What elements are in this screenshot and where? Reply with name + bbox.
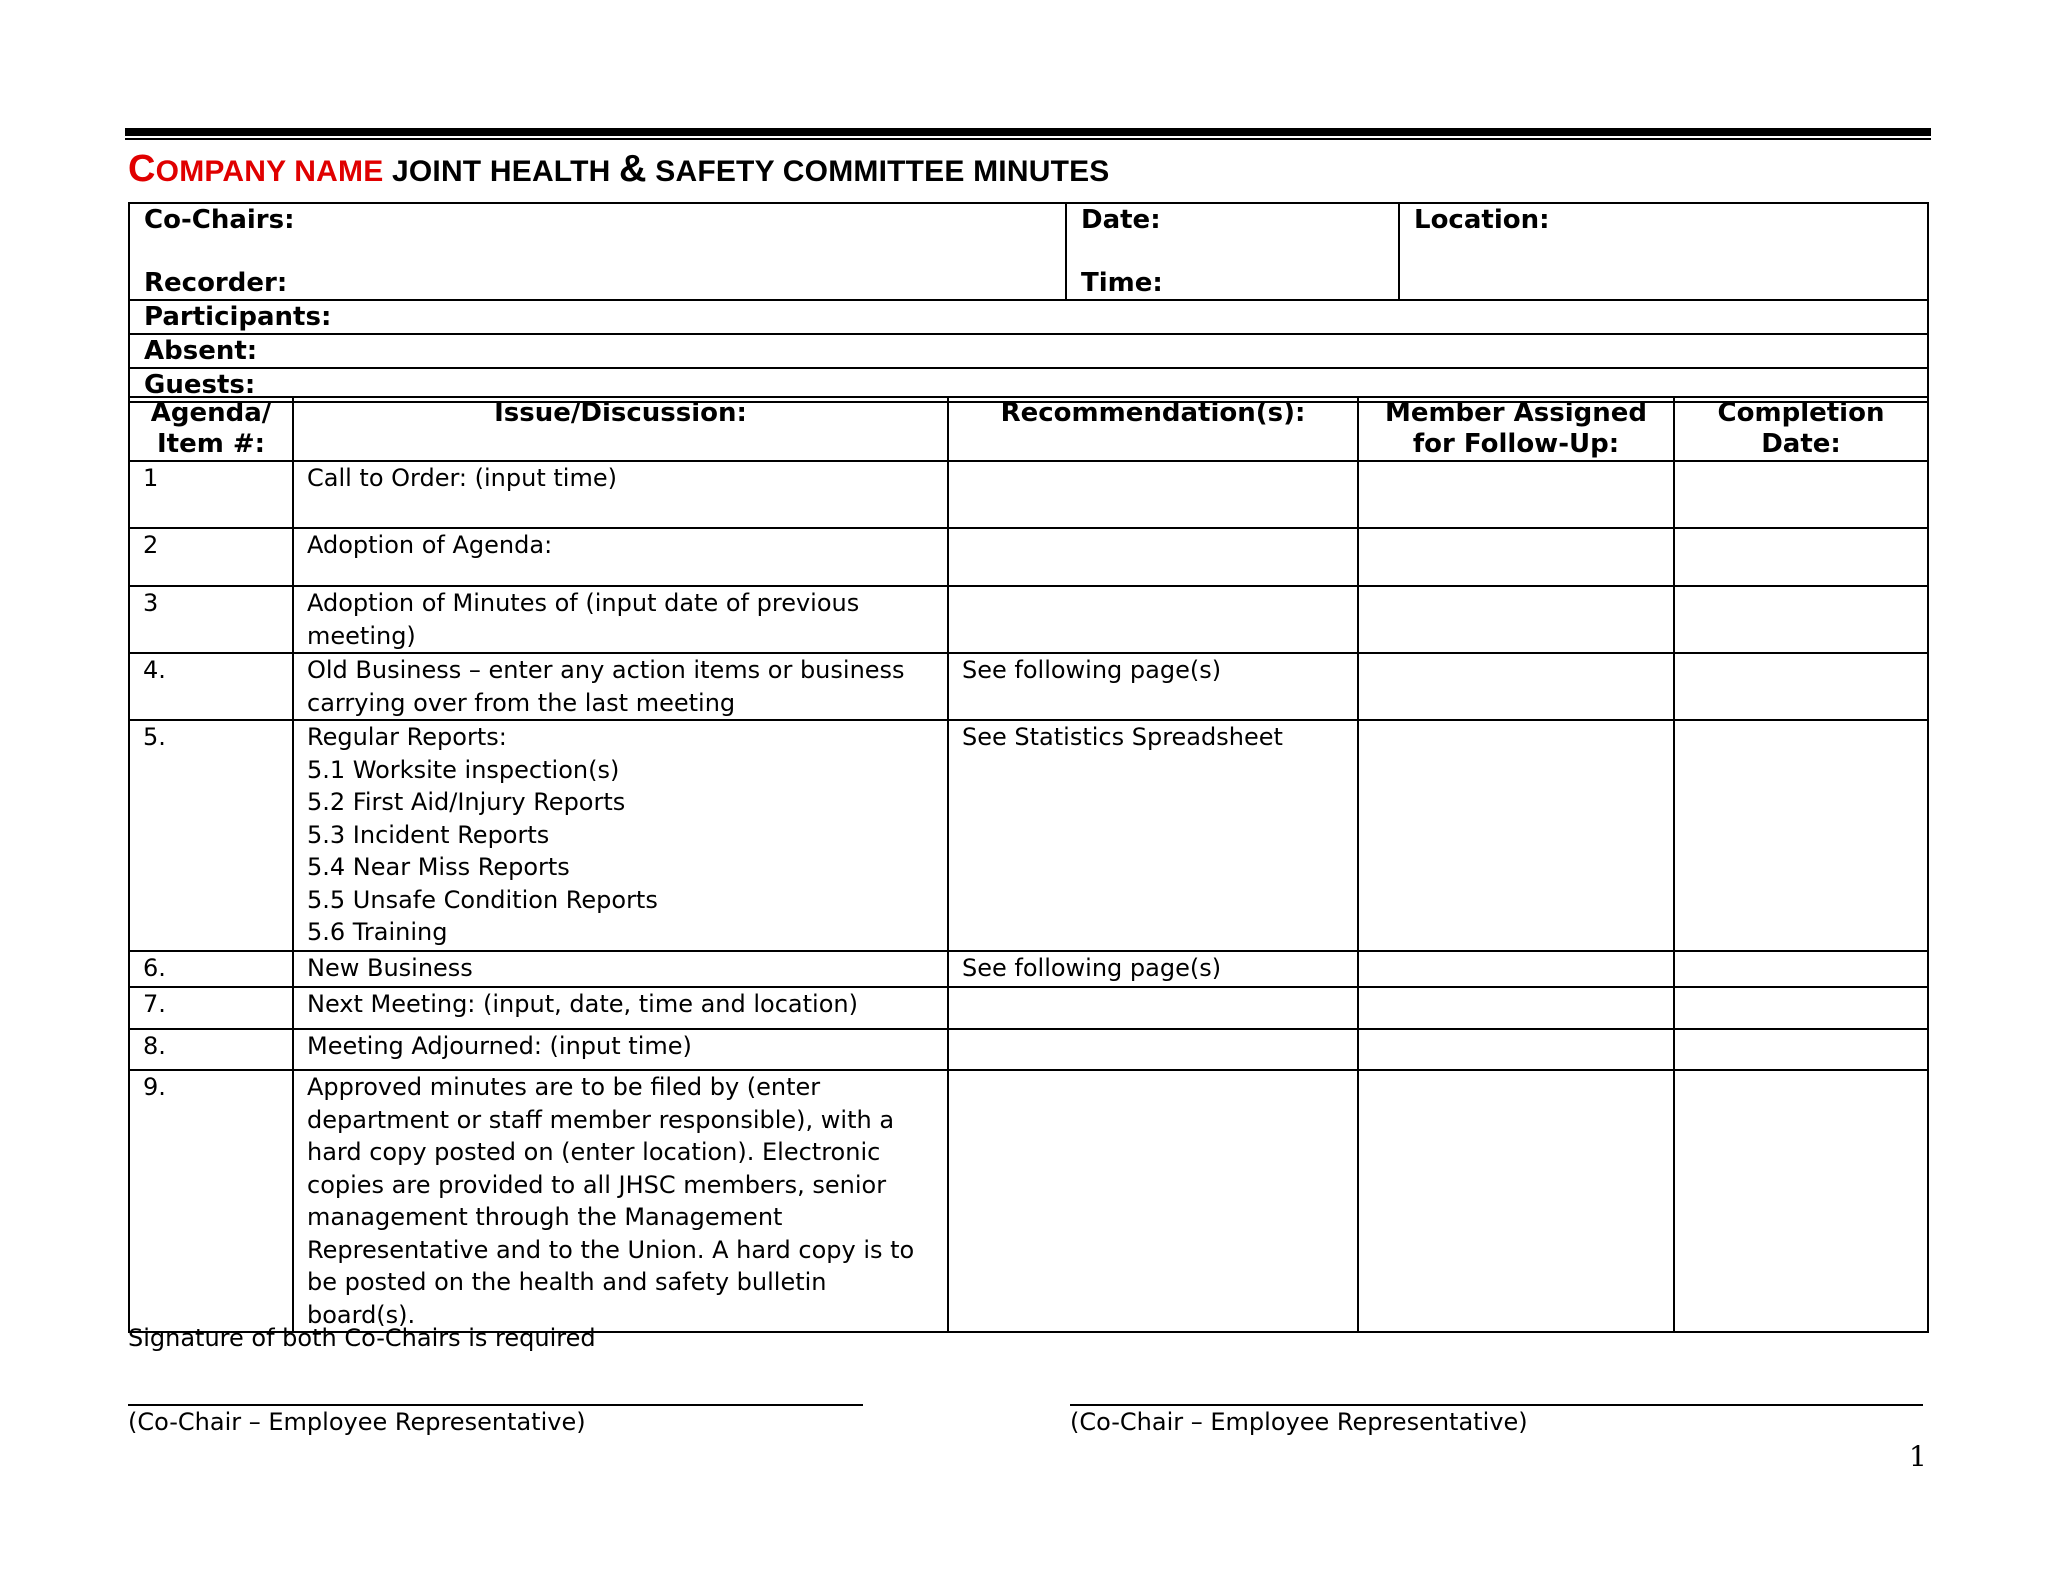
completion-date-cell[interactable] — [1674, 720, 1928, 951]
completion-date-cell[interactable] — [1674, 1029, 1928, 1070]
member-assigned-cell[interactable] — [1358, 987, 1674, 1029]
item-number: 6. — [129, 951, 293, 987]
signature-label-left: (Co-Chair – Employee Representative) — [128, 1408, 586, 1436]
agenda-item-header: Agenda/ Item #: — [129, 397, 293, 461]
table-row — [129, 528, 1928, 586]
recorder-label: Recorder: — [144, 268, 288, 298]
member-assigned-cell[interactable] — [1358, 1029, 1674, 1070]
table-row — [129, 951, 1928, 987]
agenda-items-table — [128, 396, 1929, 1333]
title-part1: JOINT HEALTH — [391, 155, 611, 188]
signature-note: Signature of both Co-Chairs is required — [128, 1324, 596, 1352]
table-row — [129, 586, 1928, 653]
issue-cell[interactable]: Meeting Adjourned: (input time) — [293, 1029, 948, 1070]
company-name: COMPANY NAME — [128, 148, 384, 190]
member-assigned-cell[interactable] — [1358, 586, 1674, 653]
issue-cell[interactable]: Approved minutes are to be filed by (enter department or staff member responsible), with a hard copy posted on (enter location). Electronic copies are provided to all JHSC members, senior management through the Management Representative and to the Union. A hard copy is to be posted on the health and safety bulletin board(s). — [293, 1070, 948, 1332]
recommendation-cell[interactable]: See Statistics Spreadsheet — [948, 720, 1358, 951]
completion-date-cell[interactable] — [1674, 987, 1928, 1029]
recommendation-cell[interactable] — [948, 1029, 1358, 1070]
recommendation-cell[interactable]: See following page(s) — [948, 653, 1358, 720]
issue-cell[interactable]: Next Meeting: (input, date, time and location) — [293, 987, 948, 1029]
issue-cell[interactable]: Regular Reports: 5.1 Worksite inspection(s) 5.2 First Aid/Injury Reports 5.3 Incident Reports 5.4 Near Miss Reports 5.5 Unsafe Condition Reports 5.6 Training — [293, 720, 948, 951]
completion-date-cell[interactable] — [1674, 951, 1928, 987]
completion-date-cell[interactable] — [1674, 461, 1928, 528]
table-row — [129, 1070, 1928, 1332]
title-part2: SAFETY COMMITTEE MINUTES — [655, 155, 1110, 188]
signature-line-right[interactable] — [1070, 1404, 1923, 1406]
recommendation-cell[interactable] — [948, 987, 1358, 1029]
issue-cell[interactable]: Adoption of Minutes of (input date of previous meeting) — [293, 586, 948, 653]
table-row — [129, 720, 1928, 951]
completion-date-cell[interactable] — [1674, 528, 1928, 586]
guests-label: Guests: — [144, 370, 256, 400]
completion-date-cell[interactable] — [1674, 586, 1928, 653]
item-number: 2 — [129, 528, 293, 586]
completion-date-cell[interactable] — [1674, 653, 1928, 720]
participants-label: Participants: — [144, 302, 332, 332]
table-header-row — [129, 397, 1928, 461]
recommendation-cell[interactable] — [948, 586, 1358, 653]
member-assigned-header: Member Assigned for Follow-Up: — [1358, 397, 1674, 461]
item-number: 9. — [129, 1070, 293, 1332]
recommendation-cell[interactable] — [948, 528, 1358, 586]
location-cell[interactable] — [1399, 203, 1928, 300]
member-assigned-cell[interactable] — [1358, 461, 1674, 528]
recommendation-cell[interactable] — [948, 1070, 1358, 1332]
signature-line-left[interactable] — [128, 1404, 863, 1406]
co-chairs-cell[interactable] — [129, 203, 1066, 300]
member-assigned-cell[interactable] — [1358, 1070, 1674, 1332]
issue-cell[interactable]: Old Business – enter any action items or business carrying over from the last meeting — [293, 653, 948, 720]
recommendation-cell[interactable]: See following page(s) — [948, 951, 1358, 987]
table-row — [129, 987, 1928, 1029]
completion-date-cell[interactable] — [1674, 1070, 1928, 1332]
member-assigned-cell[interactable] — [1358, 720, 1674, 951]
meeting-info-table — [128, 202, 1929, 403]
issue-discussion-header: Issue/Discussion: — [293, 397, 948, 461]
member-assigned-cell[interactable] — [1358, 951, 1674, 987]
issue-cell[interactable]: New Business — [293, 951, 948, 987]
table-row — [129, 461, 1928, 528]
item-number: 3 — [129, 586, 293, 653]
recommendations-header: Recommendation(s): — [948, 397, 1358, 461]
issue-cell[interactable]: Call to Order: (input time) — [293, 461, 948, 528]
member-assigned-cell[interactable] — [1358, 528, 1674, 586]
item-number: 7. — [129, 987, 293, 1029]
absent-cell[interactable] — [129, 334, 1928, 368]
item-number: 5. — [129, 720, 293, 951]
participants-cell[interactable] — [129, 300, 1928, 334]
date-time-cell[interactable] — [1066, 203, 1399, 300]
table-row — [129, 1029, 1928, 1070]
co-chairs-label: Co-Chairs: — [144, 205, 295, 235]
absent-label: Absent: — [144, 336, 258, 366]
member-assigned-cell[interactable] — [1358, 653, 1674, 720]
document-title — [128, 148, 1110, 191]
recommendation-cell[interactable] — [948, 461, 1358, 528]
date-label: Date: — [1081, 205, 1161, 235]
page-number: 1 — [1909, 1440, 1927, 1473]
item-number: 1 — [129, 461, 293, 528]
completion-date-header: Completion Date: — [1674, 397, 1928, 461]
item-number: 4. — [129, 653, 293, 720]
time-label: Time: — [1081, 268, 1163, 298]
location-label: Location: — [1414, 205, 1550, 235]
item-number: 8. — [129, 1029, 293, 1070]
table-row — [129, 653, 1928, 720]
issue-cell[interactable]: Adoption of Agenda: — [293, 528, 948, 586]
signature-label-right: (Co-Chair – Employee Representative) — [1070, 1408, 1528, 1436]
title-ampersand: & — [619, 148, 647, 190]
top-rule-thick — [125, 128, 1931, 136]
top-rule-thin — [125, 138, 1931, 140]
